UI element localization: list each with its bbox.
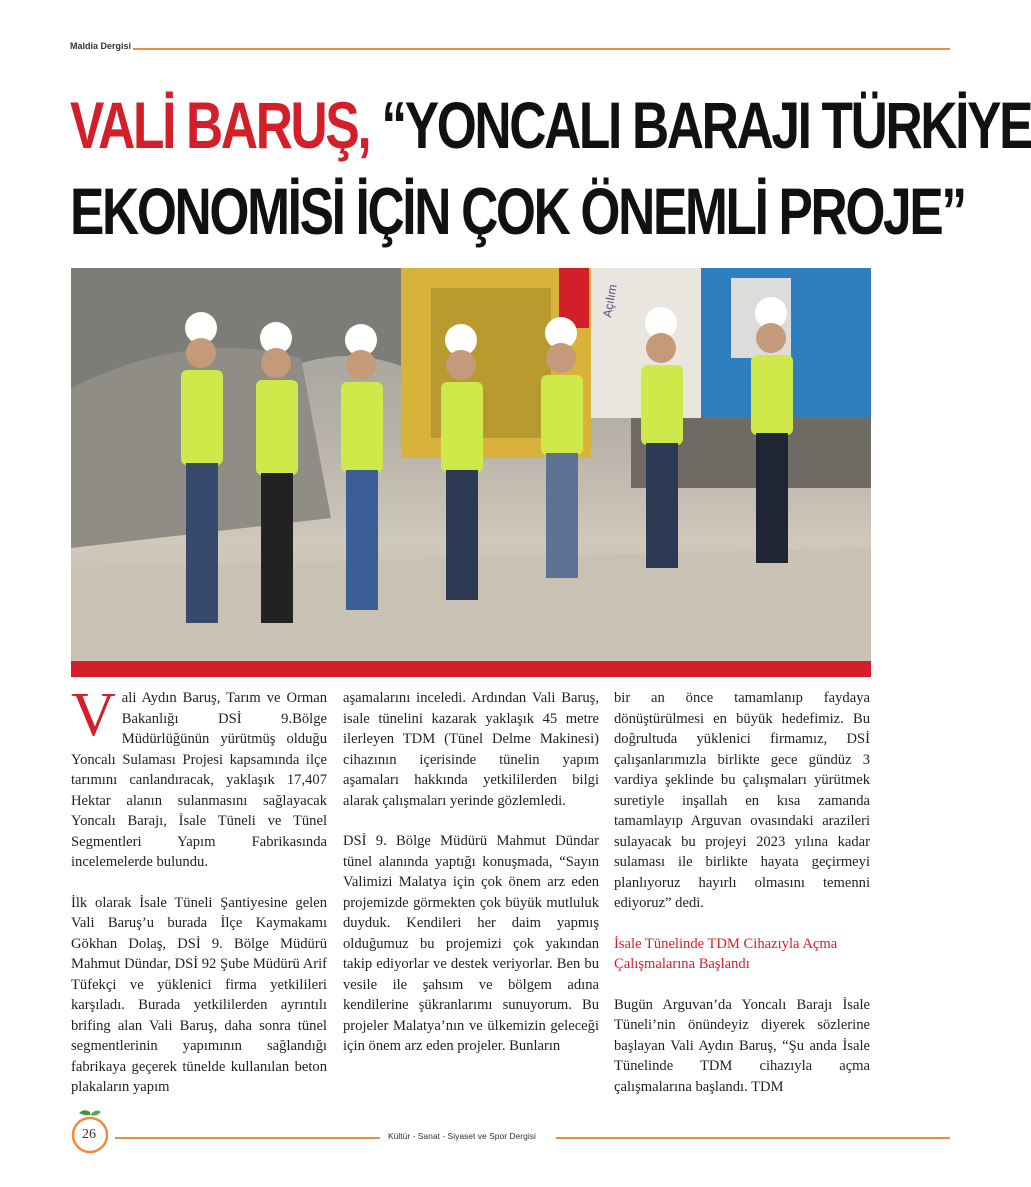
- footer-rule-left: [115, 1137, 380, 1139]
- photo-officials-at-tunnel: [71, 268, 871, 661]
- article-column-1: [71, 681, 328, 1118]
- magazine-name: Maldia Dergisi: [70, 41, 132, 51]
- paragraph: DSİ 9. Bölge Müdürü Mahmut Dündar tünel alanında yaptığı konuşmada, “Sayın Valimizi Malatya için çok önem arz eden projemizde görmekten çok büyük mutluluk duyduk. Kendileri her daim yapmış olduğumuz bu projemizi çok yakından takip ediyorlar ve destek veriyorlar. Ben bu vesile ile şahsım ve bölgem adına kendilerine şükranlarımı sunuyorum. Bu projeler Malatya’nın ve ülkemizin geleceği için önem arz eden projeler. Bunların: [343, 833, 599, 1054]
- page-number: 26: [82, 1127, 96, 1142]
- paragraph-text: ali Aydın Baruş, Tarım ve Orman Bakanlığı DSİ 9.Bölge Müdürlüğünün yürütmüş olduğu Yoncalı Sulaması Projesi kapsamında ilçe tarımını canlandıracak, yaklaşık 17,407 Hektar alanın sulanmasını sağlayacak Yoncalı Barajı, İsale Tüneli ve Tünel Segmentleri Yapım Fabrikasında incelemelerde bulundu.: [71, 690, 327, 870]
- headline-line-1: [70, 82, 1031, 168]
- paragraph: bir an önce tamamlanıp faydaya dönüştürülmesi en büyük hedefimiz. Bu doğrultuda yüklenici firmamız, DSİ çalışanlarımızla birlikte gece gündüz 3 vardiya şeklinde bu çalışmaları yürütmek suretiyle inşallah en kısa zamanda tamamlayıp Arguvan ovasındaki arazileri sulayacak bu projeyi 2023 yılına kadar sulaması ile birlikte hayata geçirmeyi planlıyoruz hayırlı olmasını temenni ediyoruz” dedi.: [614, 690, 870, 911]
- photo-banner-text: Açılım: [600, 283, 620, 319]
- footer-tagline: Kültür - Sanat - Siyaset ve Spor Dergisi: [388, 1131, 536, 1141]
- headline: [70, 82, 1031, 254]
- paragraph: [71, 681, 327, 873]
- paragraph: İlk olarak İsale Tüneli Şantiyesine gelen Vali Baruş’u burada İlçe Kaymakamı Gökhan Dolaş, DSİ 9. Bölge Müdürü Mahmut Dündar, DSİ 92 Şube Müdürü Arif Tüfekçi ve yüklenici firma yetkilileri karşıladı. Burada yetkililerden ayrıntılı brifing alan Vali Baruş, daha sonra tünel segmentlerinin yapımının sağlandığı fabrikaya geçerek tünelde kullanılan beton plakaların yapım: [71, 894, 328, 1095]
- photo-illustration: [71, 268, 871, 661]
- headline-red-part: VALİ BARUŞ,: [70, 88, 370, 162]
- header-rule: [133, 48, 950, 50]
- headline-line-2: EKONOMİSİ İÇİN ÇOK ÖNEMLİ PROJE”: [70, 174, 965, 248]
- paragraph: aşamalarını inceledi. Ardından Vali Baruş, isale tünelini kazarak yaklaşık 45 metre ilerleyen TDM (Tünel Delme Makinesi) cihazının içerisinde tünelin yapım aşamaları hakkında yetkililerden bilgi alarak çalışmaları yerinde gözlemledi.: [343, 690, 599, 809]
- photo-red-bar: [71, 661, 871, 677]
- section-subheading: İsale Tünelinde TDM Cihazıyla Açma Çalışmalarına Başlandı: [614, 935, 838, 972]
- paragraph: Bugün Arguvan’da Yoncalı Barajı İsale Tüneli’nin önündeyiz diyerek sözlerine başlayan Vali Aydın Baruş, “Şu anda İsale Tünelinde TDM cihazıyla açma çalışmalarına başlandı. TDM: [614, 996, 870, 1095]
- article-column-2: [343, 688, 599, 1077]
- article-column-3: [614, 688, 870, 1117]
- dropcap: V: [71, 681, 116, 749]
- footer-rule-right: [556, 1137, 950, 1139]
- headline-line1-rest: “YONCALI BARAJI TÜRKİYE: [369, 88, 1031, 162]
